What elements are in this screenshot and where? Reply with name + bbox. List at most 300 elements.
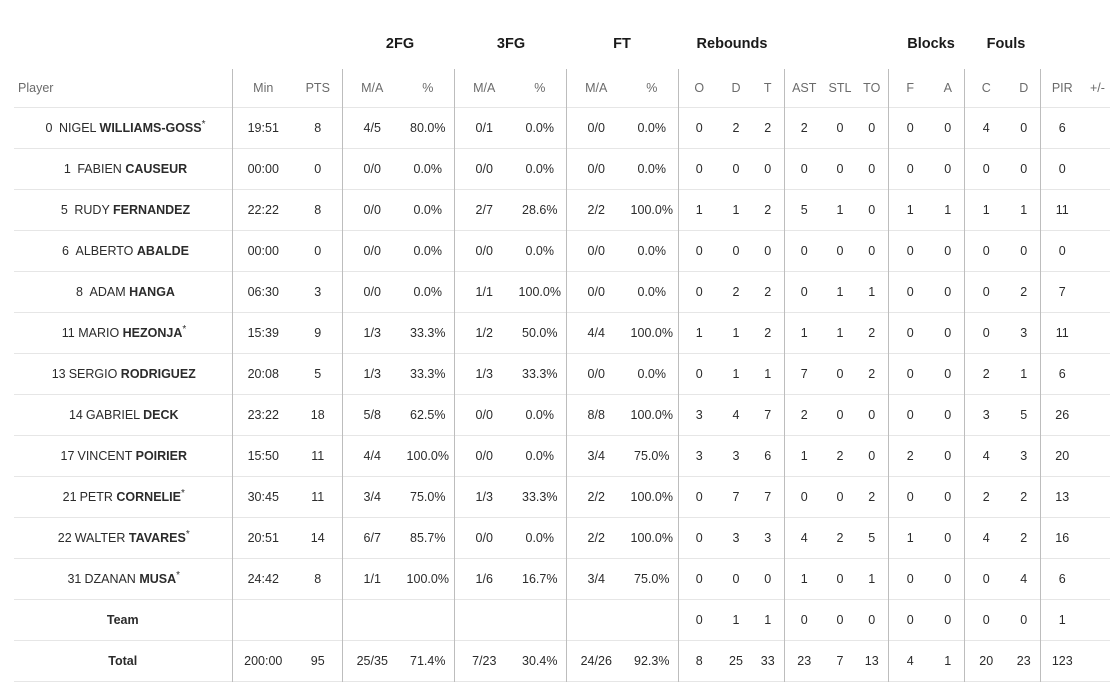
stat-pir: 1	[1040, 600, 1084, 641]
stat-blk-a: 0	[944, 285, 952, 299]
stat-ft-pct	[626, 600, 678, 641]
stat-stl: 0	[836, 408, 844, 422]
stat-ast: 5	[784, 190, 824, 231]
stat-pm	[1084, 559, 1110, 600]
stat-fg2-ma: 1/3	[342, 354, 402, 395]
stat-reb-o: 0	[678, 354, 720, 395]
col-header-ast: AST	[784, 69, 824, 108]
stat-pir: 6	[1040, 354, 1084, 395]
player-last-name: CAUSEUR	[125, 162, 188, 176]
stat-pm	[1084, 395, 1110, 436]
table-row	[14, 190, 1110, 231]
stat-stl: 0	[836, 121, 844, 135]
player-name[interactable]	[14, 190, 232, 231]
stat-fg2-ma: 1/3	[342, 313, 402, 354]
stat-fg3-pct: 16.7%	[522, 572, 558, 586]
player-number: 11	[61, 326, 75, 340]
stat-ft-ma: 2/2	[566, 190, 626, 231]
stat-to: 0	[868, 203, 876, 217]
player-first-name: RUDY	[74, 203, 110, 217]
group-header-row	[0, 36, 1110, 58]
player-number: 14	[68, 408, 83, 422]
stat-foul-c: 0	[964, 600, 1008, 641]
stat-pts: 18	[310, 408, 325, 422]
player-last-name: DECK	[143, 408, 179, 422]
stat-foul-c: 4	[964, 436, 1008, 477]
stat-pts	[294, 600, 342, 641]
stat-pir: 0	[1040, 149, 1084, 190]
stat-ft-ma: 2/2	[566, 518, 626, 559]
player-number: 1	[63, 162, 71, 176]
stat-foul-c: 0	[964, 149, 1008, 190]
stat-fg3-ma: 0/0	[454, 436, 514, 477]
stat-min: 15:50	[232, 436, 294, 477]
player-first-name: SERGIO	[68, 367, 118, 381]
stat-pir: 11	[1040, 313, 1084, 354]
stat-foul-d: 2	[1020, 490, 1028, 504]
stat-foul-c: 0	[964, 559, 1008, 600]
player-name[interactable]	[14, 313, 232, 354]
player-name[interactable]	[14, 559, 232, 600]
col-header-plus-minus: +/-	[1090, 81, 1105, 95]
stat-blk-a: 1	[944, 654, 952, 668]
player-first-name: MARIO	[78, 326, 120, 340]
stat-fg2-pct: 75.0%	[410, 490, 446, 504]
stat-blk-a: 0	[944, 121, 952, 135]
stat-fg2-ma: 3/4	[342, 477, 402, 518]
player-first-name: ADAM	[89, 285, 126, 299]
stat-foul-c: 1	[964, 190, 1008, 231]
stat-min: 19:51	[232, 108, 294, 149]
stat-ft-ma: 0/0	[566, 231, 626, 272]
stat-reb-t: 2	[764, 285, 772, 299]
stat-ast: 0	[784, 600, 824, 641]
stat-fg3-pct: 100.0%	[518, 285, 561, 299]
stat-ast: 7	[784, 354, 824, 395]
stat-ast: 1	[784, 313, 824, 354]
col-header-2fg-pct: %	[422, 81, 434, 95]
col-header-reb-d: D	[731, 81, 741, 95]
stat-blk-a: 0	[944, 326, 952, 340]
stat-fg2-pct: 33.3%	[410, 326, 446, 340]
stat-fg3-pct: 0.0%	[525, 162, 554, 176]
player-first-name: GABRIEL	[85, 408, 140, 422]
table-row	[14, 354, 1110, 395]
stat-pm	[1084, 190, 1110, 231]
stat-fg2-ma: 4/5	[342, 108, 402, 149]
stat-stl: 1	[836, 203, 844, 217]
stat-reb-o: 1	[678, 313, 720, 354]
stat-reb-d: 2	[732, 121, 740, 135]
stat-pts: 0	[314, 244, 322, 258]
stat-fg3-ma: 0/0	[454, 395, 514, 436]
player-last-name: POIRIER	[135, 449, 188, 463]
stat-pm	[1084, 641, 1110, 682]
player-last-name: TAVARES	[128, 531, 186, 545]
stat-min: 23:22	[232, 395, 294, 436]
stat-blk-a: 0	[944, 531, 952, 545]
team-row	[14, 600, 1110, 641]
stat-min: 20:51	[232, 518, 294, 559]
stat-pm	[1084, 477, 1110, 518]
stat-stl: 0	[836, 572, 844, 586]
group-header-rebounds: Rebounds	[696, 36, 768, 52]
total-row	[14, 641, 1110, 682]
player-number: 13	[51, 367, 66, 381]
stat-blk-f: 0	[888, 395, 932, 436]
stat-fg2-ma: 4/4	[342, 436, 402, 477]
player-name[interactable]	[14, 518, 232, 559]
stat-ft-pct: 0.0%	[637, 367, 666, 381]
stat-blk-a: 0	[944, 490, 952, 504]
stat-blk-f: 0	[888, 313, 932, 354]
stat-reb-d: 1	[732, 367, 740, 381]
stat-blk-f: 0	[888, 600, 932, 641]
player-last-name: CORNELIE	[116, 490, 181, 504]
stat-blk-a: 0	[944, 367, 952, 381]
player-first-name: DZANAN	[84, 572, 136, 586]
col-header-reb-t: T	[763, 81, 772, 95]
player-last-name: HEZONJA	[122, 326, 183, 340]
stat-reb-t: 3	[764, 531, 772, 545]
stat-fg3-pct: 28.6%	[522, 203, 558, 217]
stat-foul-d: 23	[1016, 654, 1031, 668]
stat-fg2-pct: 0.0%	[413, 203, 442, 217]
stat-reb-o: 0	[678, 518, 720, 559]
table-row	[14, 108, 1110, 149]
player-number: 5	[60, 203, 68, 217]
stat-blk-a: 0	[944, 244, 952, 258]
stat-to: 1	[868, 285, 876, 299]
stat-ft-ma: 3/4	[566, 436, 626, 477]
col-header-3fg-pct: %	[534, 81, 546, 95]
player-number: 6	[62, 244, 69, 258]
stat-pm	[1084, 518, 1110, 559]
stat-fg3-ma: 0/0	[454, 231, 514, 272]
stat-reb-d: 3	[732, 531, 740, 545]
stat-to: 0	[868, 121, 876, 135]
stat-ft-ma: 2/2	[566, 477, 626, 518]
stat-fg3-ma: 0/1	[454, 108, 514, 149]
player-last-name: FERNANDEZ	[113, 203, 191, 217]
stat-to: 2	[868, 326, 876, 340]
player-number: 8	[76, 285, 83, 299]
stat-ft-pct: 100.0%	[630, 203, 673, 217]
stat-stl: 0	[836, 367, 844, 381]
stat-foul-c: 4	[964, 108, 1008, 149]
stat-pm	[1084, 313, 1110, 354]
player-first-name: PETR	[79, 490, 113, 504]
stat-fg2-ma: 1/1	[342, 559, 402, 600]
stat-blk-f: 2	[888, 436, 932, 477]
stat-reb-t: 0	[764, 162, 772, 176]
stat-pts: 8	[314, 203, 322, 217]
stat-to: 13	[864, 654, 879, 668]
stat-ast: 2	[784, 395, 824, 436]
stat-pts: 11	[311, 449, 325, 463]
stat-reb-t: 0	[764, 244, 772, 258]
stat-foul-c: 0	[964, 231, 1008, 272]
stat-fg3-pct: 0.0%	[525, 408, 554, 422]
stat-to: 5	[868, 531, 876, 545]
player-name[interactable]	[14, 436, 232, 477]
stat-min	[232, 600, 294, 641]
stat-fg2-pct: 100.0%	[406, 449, 449, 463]
stat-reb-o: 0	[678, 149, 720, 190]
player-number: 21	[62, 490, 77, 504]
stat-reb-o: 0	[678, 272, 720, 313]
stat-reb-t: 2	[764, 326, 772, 340]
col-header-stl: STL	[828, 81, 852, 95]
table-row	[14, 436, 1110, 477]
stat-ft-ma: 3/4	[566, 559, 626, 600]
stat-fg2-ma: 0/0	[342, 231, 402, 272]
stat-reb-o: 0	[678, 559, 720, 600]
stat-foul-c: 0	[964, 272, 1008, 313]
stat-blk-a: 0	[944, 162, 952, 176]
stat-reb-d: 4	[732, 408, 740, 422]
stat-foul-c: 4	[964, 518, 1008, 559]
stat-fg2-pct: 0.0%	[413, 244, 442, 258]
stat-fg3-ma	[454, 600, 514, 641]
stat-to: 0	[868, 408, 876, 422]
stat-reb-t: 2	[764, 203, 772, 217]
stat-fg3-pct: 33.3%	[522, 490, 558, 504]
total-row-label: Total	[108, 654, 138, 668]
stat-ast: 0	[784, 231, 824, 272]
stat-reb-d: 0	[732, 244, 740, 258]
col-header-foul-c: C	[964, 69, 1008, 108]
stat-fg3-pct: 50.0%	[522, 326, 558, 340]
column-header-row	[14, 69, 1110, 108]
stat-ast: 4	[784, 518, 824, 559]
stat-pts: 8	[314, 121, 322, 135]
stat-min: 20:08	[232, 354, 294, 395]
stat-fg3-ma: 1/2	[454, 313, 514, 354]
player-first-name: VINCENT	[77, 449, 133, 463]
stat-to: 1	[868, 572, 876, 586]
stat-fg2-pct: 0.0%	[413, 285, 442, 299]
stat-reb-t: 1	[764, 367, 772, 381]
stat-foul-d: 3	[1020, 326, 1028, 340]
stat-ft-pct: 75.0%	[634, 449, 670, 463]
stat-pm	[1084, 436, 1110, 477]
stat-pir: 11	[1040, 190, 1084, 231]
stat-ast: 1	[784, 559, 824, 600]
stat-fg3-pct: 0.0%	[525, 244, 554, 258]
player-last-name: MUSA	[139, 572, 177, 586]
stat-fg3-pct: 0.0%	[525, 449, 554, 463]
stat-foul-c: 2	[964, 354, 1008, 395]
player-rows	[14, 108, 1110, 682]
table-row	[14, 149, 1110, 190]
table-row	[14, 518, 1110, 559]
stat-stl: 0	[836, 162, 844, 176]
stat-min: 30:45	[232, 477, 294, 518]
stat-fg2-ma: 0/0	[342, 190, 402, 231]
stat-fg2-pct: 100.0%	[406, 572, 449, 586]
player-name[interactable]	[14, 354, 232, 395]
col-header-ft-ma: M/A	[566, 69, 626, 108]
stat-reb-d: 2	[732, 285, 740, 299]
stat-ft-pct: 100.0%	[630, 326, 673, 340]
stat-ft-pct: 0.0%	[637, 162, 666, 176]
stat-to: 0	[868, 449, 876, 463]
starter-marker: *	[181, 488, 185, 499]
player-number: 0	[45, 121, 53, 135]
player-number: 22	[57, 531, 72, 545]
stat-pm	[1084, 231, 1110, 272]
stat-ft-ma: 0/0	[566, 108, 626, 149]
stat-to: 0	[868, 244, 876, 258]
stat-ast: 0	[784, 477, 824, 518]
stat-fg2-pct: 85.7%	[410, 531, 446, 545]
stat-foul-d: 1	[1020, 203, 1028, 217]
stat-fg3-ma: 1/3	[454, 477, 514, 518]
stat-reb-d: 3	[732, 449, 740, 463]
stat-reb-d: 7	[732, 490, 740, 504]
stat-reb-d: 1	[732, 613, 740, 627]
stat-reb-t: 1	[764, 613, 772, 627]
col-header-to: TO	[863, 81, 881, 95]
player-number: 17	[60, 449, 75, 463]
stat-ft-pct: 0.0%	[637, 121, 666, 135]
stat-pts: 0	[314, 162, 322, 176]
stat-reb-t: 2	[764, 121, 772, 135]
stat-fg3-pct: 30.4%	[522, 654, 558, 668]
stat-pir: 6	[1040, 108, 1084, 149]
stat-min: 00:00	[232, 149, 294, 190]
stat-foul-d: 0	[1020, 162, 1028, 176]
team-row-label: Team	[106, 613, 139, 627]
stat-fg3-pct: 0.0%	[525, 531, 554, 545]
stat-ft-pct: 100.0%	[630, 531, 673, 545]
stat-fg2-ma: 25/35	[342, 641, 402, 682]
stat-reb-o: 0	[678, 477, 720, 518]
stat-pm	[1084, 600, 1110, 641]
stat-to: 0	[868, 162, 876, 176]
stat-blk-a: 0	[944, 449, 952, 463]
stat-ast: 23	[784, 641, 824, 682]
stat-blk-a: 0	[944, 408, 952, 422]
stat-pts: 9	[314, 326, 322, 340]
stat-stl: 0	[836, 613, 844, 627]
stat-pts: 95	[310, 654, 325, 668]
stat-reb-t: 7	[764, 408, 772, 422]
stat-foul-c: 3	[964, 395, 1008, 436]
stat-foul-c: 20	[964, 641, 1008, 682]
stat-reb-o: 0	[678, 108, 720, 149]
stat-pm	[1084, 108, 1110, 149]
stat-fg3-ma: 1/1	[454, 272, 514, 313]
stat-fg3-pct	[514, 600, 566, 641]
stat-fg3-pct: 33.3%	[522, 367, 558, 381]
stat-ft-pct: 75.0%	[634, 572, 670, 586]
player-number: 31	[67, 572, 82, 586]
stat-stl: 1	[836, 285, 844, 299]
stat-ast: 0	[784, 272, 824, 313]
col-header-2fg-ma: M/A	[342, 69, 402, 108]
stat-foul-d: 3	[1020, 449, 1028, 463]
stat-reb-o: 0	[678, 600, 720, 641]
player-last-name: HANGA	[129, 285, 175, 299]
stat-fg2-ma: 0/0	[342, 272, 402, 313]
stat-fg2-pct: 62.5%	[410, 408, 446, 422]
table-row	[14, 559, 1110, 600]
stat-reb-d: 1	[732, 326, 740, 340]
stat-reb-d: 0	[732, 162, 740, 176]
stat-foul-d: 4	[1020, 572, 1028, 586]
stat-reb-d: 25	[729, 654, 743, 668]
stat-to: 0	[868, 613, 876, 627]
stat-foul-d: 1	[1020, 367, 1028, 381]
stat-reb-d: 0	[732, 572, 740, 586]
player-name[interactable]	[14, 108, 232, 149]
stat-pir: 16	[1040, 518, 1084, 559]
player-last-name: RODRIGUEZ	[120, 367, 196, 381]
stat-reb-o: 3	[678, 436, 720, 477]
stat-fg2-ma	[342, 600, 402, 641]
stat-ft-pct: 0.0%	[637, 244, 666, 258]
player-name[interactable]	[14, 149, 232, 190]
stat-reb-t: 33	[760, 654, 775, 668]
stat-blk-f: 0	[888, 354, 932, 395]
stat-to: 2	[868, 490, 876, 504]
stat-ft-ma: 4/4	[566, 313, 626, 354]
stat-blk-f: 1	[888, 518, 932, 559]
stat-ft-ma: 0/0	[566, 272, 626, 313]
stat-min: 00:00	[232, 231, 294, 272]
player-last-name: ABALDE	[136, 244, 189, 258]
col-header-player: Player	[18, 81, 54, 95]
stat-ast: 2	[784, 108, 824, 149]
stat-blk-f: 4	[888, 641, 932, 682]
stat-stl: 0	[836, 244, 844, 258]
stat-fg3-ma: 0/0	[454, 149, 514, 190]
player-name[interactable]	[14, 395, 232, 436]
col-header-ft-pct: %	[646, 81, 658, 95]
player-first-name: WALTER	[74, 531, 126, 545]
stat-pts: 11	[311, 490, 325, 504]
starter-marker: *	[185, 529, 190, 540]
stat-foul-d: 0	[1020, 121, 1028, 135]
player-name[interactable]	[14, 231, 232, 272]
table-row	[14, 313, 1110, 354]
player-name[interactable]	[14, 477, 232, 518]
stat-fg2-ma: 6/7	[342, 518, 402, 559]
stat-ast: 1	[784, 436, 824, 477]
col-header-pts: PTS	[305, 81, 330, 95]
group-header-2fg: 2FG	[385, 36, 415, 52]
stat-fg2-pct: 71.4%	[410, 654, 446, 668]
player-name[interactable]	[14, 272, 232, 313]
stat-fg2-ma: 0/0	[342, 149, 402, 190]
stat-min: 06:30	[232, 272, 294, 313]
box-score-table	[14, 69, 1110, 682]
stat-blk-f: 0	[888, 559, 932, 600]
starter-marker: *	[201, 119, 206, 130]
stat-reb-o: 0	[678, 231, 720, 272]
stat-ft-pct: 0.0%	[637, 285, 666, 299]
col-header-blk-a: A	[943, 81, 952, 95]
stat-ft-pct: 100.0%	[630, 408, 673, 422]
stat-ast: 0	[784, 149, 824, 190]
stat-foul-d: 2	[1020, 531, 1028, 545]
stat-pm	[1084, 354, 1110, 395]
stat-reb-t: 7	[764, 490, 772, 504]
stat-reb-t: 0	[764, 572, 772, 586]
stat-pir: 123	[1040, 641, 1084, 682]
